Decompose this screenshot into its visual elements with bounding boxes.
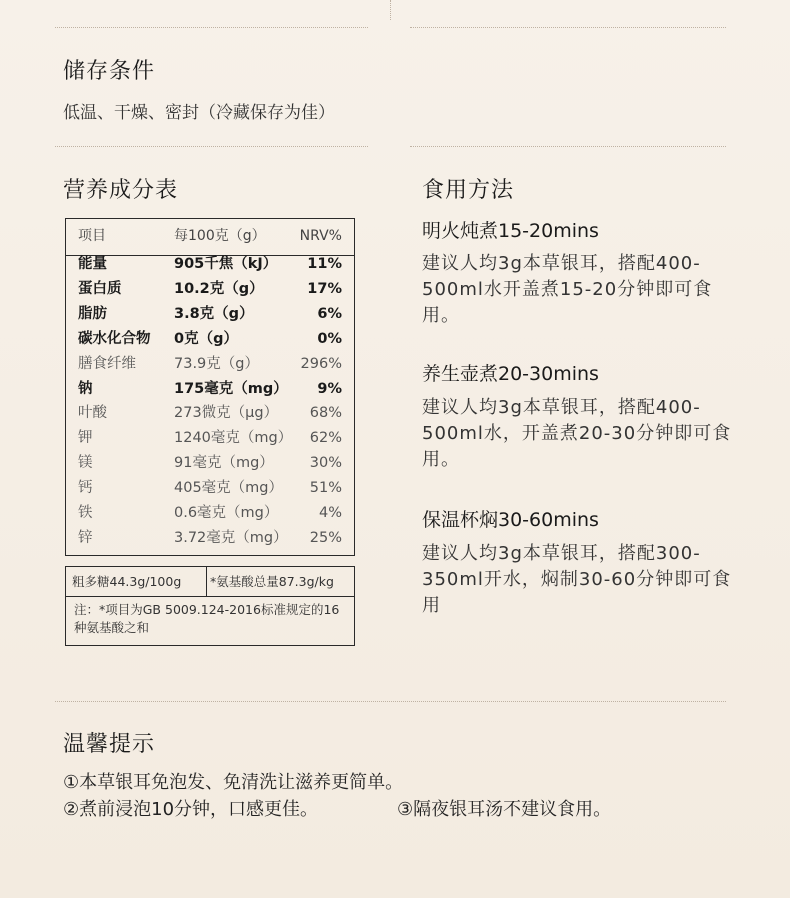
nutrient-amount: 405毫克（mg） (174, 480, 284, 497)
box-horizontal-divider (66, 596, 354, 597)
nutrient-nrv: 296% (300, 355, 342, 372)
divider-mid-right (410, 146, 726, 147)
nutrient-amount: 3.8克（g） (174, 305, 254, 322)
nutrient-nrv: 9% (317, 380, 342, 397)
nutrient-nrv: 25% (309, 529, 342, 546)
nutrient-name: 蛋白质 (78, 280, 122, 297)
nutrition-row (66, 501, 354, 526)
nutrition-title: 营养成分表 (63, 178, 179, 203)
header-item: 项目 (78, 228, 106, 244)
nutrient-name: 钙 (78, 480, 93, 497)
nutrient-nrv: 30% (309, 455, 342, 472)
nutrient-nrv: 6% (317, 305, 342, 322)
nutrition-row (66, 327, 354, 352)
tip-line-1: ①本草银耳免泡发、免清洗让滋养更简单。 (63, 772, 404, 793)
nutrient-amount: 905千焦（kJ） (174, 256, 278, 272)
tip-line-2a: ②煮前浸泡10分钟，口感更佳。 (63, 799, 319, 820)
nutrient-name: 叶酸 (78, 405, 107, 422)
nutrient-amount: 273微克（μg） (174, 405, 279, 422)
nutrient-nrv: 51% (309, 480, 342, 497)
nutrient-amount: 1240毫克（mg） (174, 430, 293, 447)
nutrient-amount: 10.2克（g） (174, 280, 264, 297)
divider-mid-left (55, 146, 368, 147)
nutrition-table (65, 218, 355, 556)
nutrient-amount: 175毫克（mg） (174, 380, 288, 397)
nutrient-name: 铁 (78, 505, 93, 521)
method-1-title: 明火炖煮15-20mins (422, 220, 599, 242)
box-vertical-divider (206, 567, 207, 596)
nutrient-amount: 0.6毫克（mg） (174, 505, 279, 521)
nutrition-row (66, 252, 354, 277)
method-3-title: 保温杯焖30-60mins (422, 509, 599, 531)
nutrition-row (66, 451, 354, 476)
nutrient-amount: 0克（g） (174, 330, 238, 347)
nutrition-header-row (66, 224, 354, 249)
tip-line-2b: ③隔夜银耳汤不建议食用。 (397, 799, 612, 820)
nutrient-amount: 91毫克（mg） (174, 455, 274, 472)
divider-top-left (55, 27, 368, 28)
nutrient-nrv: 0% (317, 330, 342, 347)
nutrition-row (66, 352, 354, 377)
nutrition-row (66, 377, 354, 402)
method-1-text: 建议人均3g本草银耳，搭配400-500ml水开盖煮15-20分钟即可食用。 (422, 253, 713, 326)
nutrition-extra-box (65, 566, 355, 646)
method-3-text: 建议人均3g本草银耳，搭配300-350ml开水，焖制30-60分钟即可食用 (422, 543, 732, 616)
nutrient-name: 镁 (78, 455, 93, 472)
method-2-text: 建议人均3g本草银耳，搭配400-500ml水，开盖煮20-30分钟即可食用。 (422, 397, 732, 470)
nutrient-amount: 73.9克（g） (174, 355, 259, 372)
nutrient-nrv: 4% (318, 505, 342, 521)
divider-top-right (410, 27, 726, 28)
nutrient-nrv: 17% (307, 280, 342, 297)
nutrition-row (66, 277, 354, 302)
nutrition-row (66, 302, 354, 327)
storage-text: 低温、干燥、密封（冷藏保存为佳） (63, 103, 335, 123)
polysaccharide-value: 粗多糖44.3g/100g (72, 574, 182, 589)
nutrition-row (66, 426, 354, 451)
nutrient-name: 钠 (78, 380, 93, 397)
nutrient-nrv: 11% (307, 256, 342, 272)
nutrition-row (66, 476, 354, 501)
usage-title: 食用方法 (422, 178, 515, 203)
nutrient-name: 脂肪 (78, 305, 107, 322)
nutrition-note: 注：*项目为GB 5009.124-2016标准规定的16种氨基酸之和 (74, 602, 340, 635)
nutrient-nrv: 62% (309, 430, 342, 447)
divider-vertical (390, 0, 391, 20)
nutrient-nrv: 68% (309, 405, 342, 422)
nutrient-name: 膳食纤维 (78, 355, 136, 372)
header-per: 每100克（g） (174, 228, 266, 244)
nutrition-row (66, 526, 354, 551)
nutrient-name: 碳水化合物 (78, 330, 151, 347)
nutrient-name: 能量 (78, 256, 107, 272)
storage-title: 储存条件 (63, 59, 156, 84)
nutrition-row (66, 401, 354, 426)
nutrient-name: 钾 (78, 430, 93, 447)
divider-bottom (55, 701, 726, 702)
nutrient-amount: 3.72毫克（mg） (174, 529, 288, 546)
amino-acid-value: *氨基酸总量87.3g/kg (210, 574, 334, 589)
header-nrv: NRV% (299, 228, 342, 244)
method-2-title: 养生壶煮20-30mins (422, 363, 599, 385)
nutrient-name: 锌 (78, 529, 93, 546)
tips-title: 温馨提示 (63, 732, 156, 757)
